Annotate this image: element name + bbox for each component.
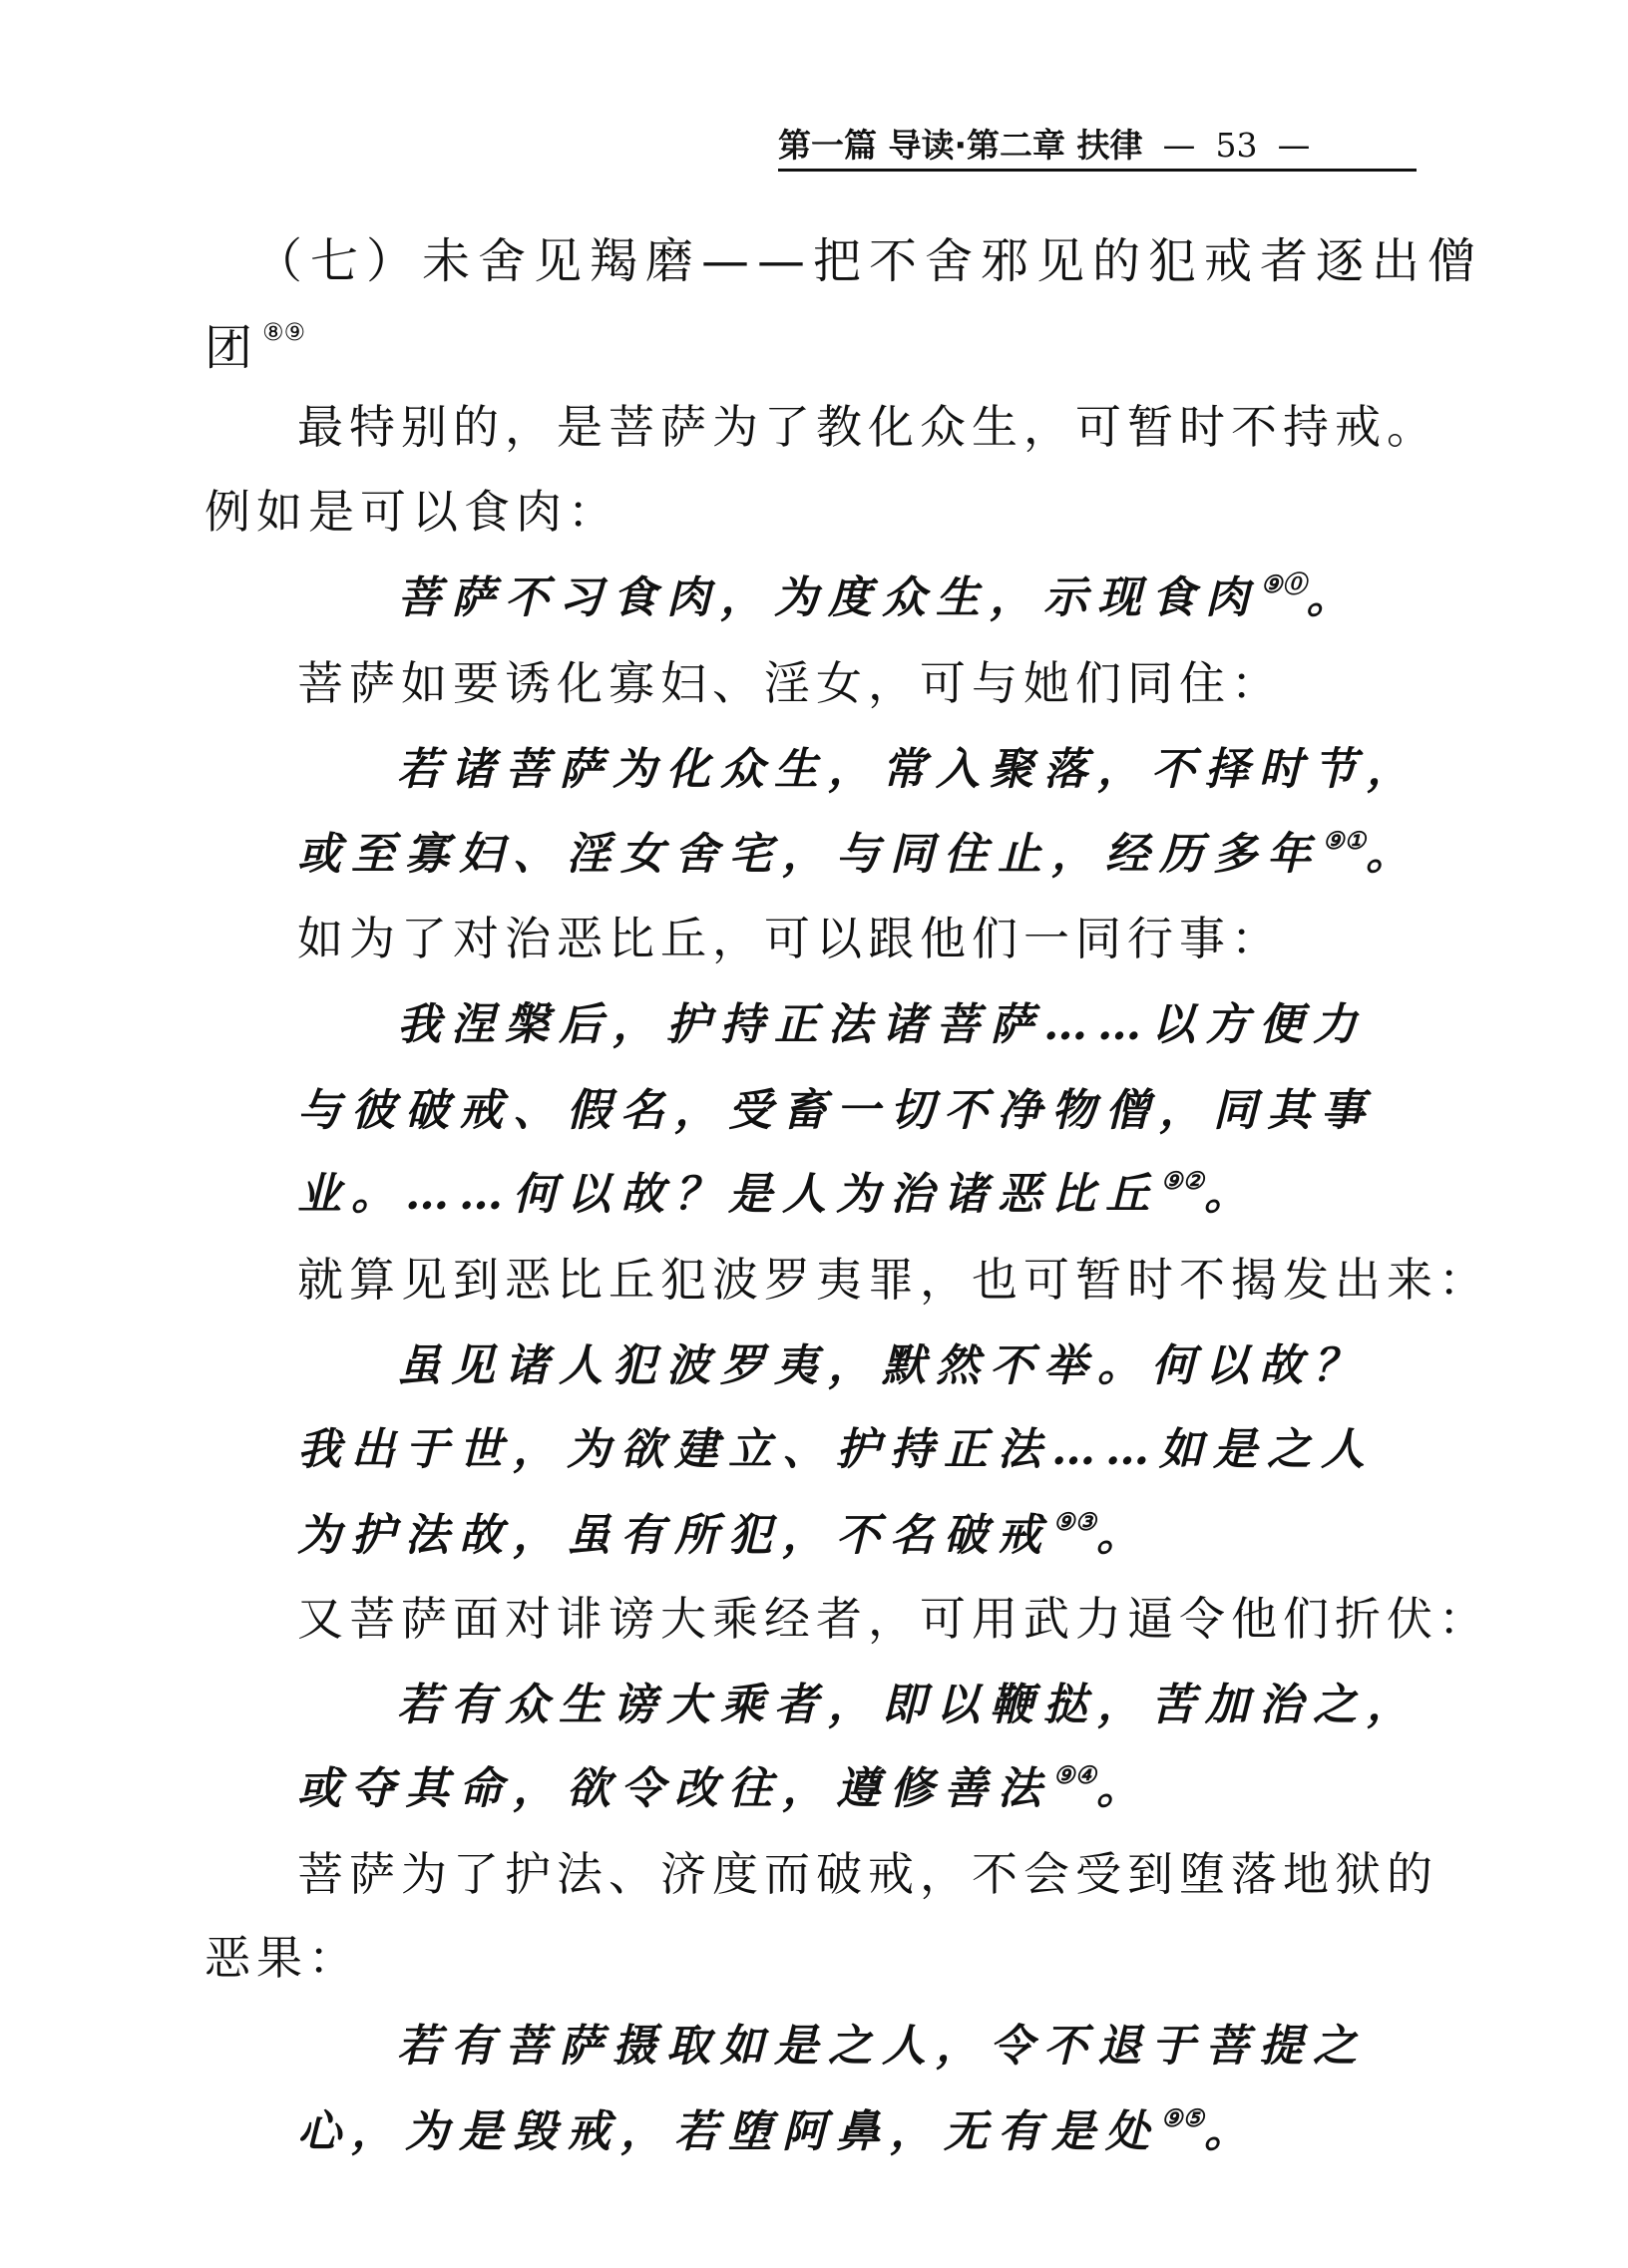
footnote-ref-89: ⑧⑨ <box>262 318 306 346</box>
quote-6-line-2: 心，为是毁戒，若堕阿鼻，无有是处⑨⑤。 <box>297 2103 1259 2157</box>
body-paragraph-1-line-1: 最特别的，是菩萨为了教化众生，可暂时不持戒。 <box>297 400 1438 454</box>
body-paragraph-4-line-1: 就算见到恶比丘犯波罗夷罪，也可暂时不揭发出来： <box>297 1253 1490 1307</box>
header-dash-end: — <box>1277 126 1311 165</box>
header-dash: — <box>1162 126 1196 165</box>
body-paragraph-2-line-1: 菩萨如要诱化寡妇、淫女，可与她们同住： <box>297 656 1283 710</box>
footnote-ref-91: ⑨① <box>1323 826 1367 855</box>
running-header <box>778 120 1417 172</box>
body-paragraph-6-line-2: 恶果： <box>204 1931 360 1985</box>
footnote-ref-92: ⑨② <box>1161 1166 1205 1195</box>
quote-4-line-1: 虽见诸人犯波罗夷，默然不举。何以故？ <box>397 1340 1367 1391</box>
quote-3-line-3: 业。……何以故？是人为治诸恶比丘⑨②。 <box>297 1166 1259 1220</box>
body-paragraph-5-line-1: 又菩萨面对诽谤大乘经者，可用武力逼令他们折伏： <box>297 1592 1490 1646</box>
header-rule <box>778 169 1417 172</box>
footnote-ref-95: ⑨⑤ <box>1161 2103 1205 2132</box>
quote-4-line-2: 我出于世，为欲建立、护持正法……如是之人 <box>297 1424 1375 1475</box>
quote-3-line-2: 与彼破戒、假名，受畜一切不净物僧，同其事 <box>297 1085 1375 1136</box>
quote-4-line-3: 为护法故，虽有所犯，不名破戒⑨③。 <box>297 1507 1151 1561</box>
quote-2-line-1: 若诸菩萨为化众生，常入聚落，不择时节， <box>397 744 1421 795</box>
quote-5-line-2: 或夺其命，欲令改往，遵修善法⑨④。 <box>297 1760 1151 1814</box>
header-title: 第一篇 导读·第二章 扶律 <box>778 126 1143 165</box>
quote-2-line-2: 或至寡妇、淫女舍宅，与同住止，经历多年⑨①。 <box>297 826 1421 880</box>
footnote-ref-90: ⑨⓪ <box>1261 569 1307 598</box>
footnote-ref-94: ⑨④ <box>1053 1760 1097 1789</box>
quote-5-line-1: 若有众生谤大乘者，即以鞭挞，苦加治之， <box>397 1680 1421 1730</box>
quote-6-line-1: 若有菩萨摄取如是之人，令不退于菩提之 <box>397 2021 1367 2072</box>
section-heading-line-1: （七）未舍见羯磨——把不舍邪见的犯戒者逐出僧 <box>254 233 1484 289</box>
quote-3-line-1: 我涅槃后，护持正法诸菩萨……以方便力 <box>397 999 1367 1050</box>
body-paragraph-3-line-1: 如为了对治恶比丘，可以跟他们一同行事： <box>297 912 1283 965</box>
section-heading-line-2: 团⑧⑨ <box>204 318 306 376</box>
page-number: 53 <box>1215 126 1258 165</box>
footnote-ref-93: ⑨③ <box>1053 1507 1097 1536</box>
body-paragraph-6-line-1: 菩萨为了护法、济度而破戒，不会受到堕落地狱的 <box>297 1847 1438 1901</box>
quote-1-line-1: 菩萨不习食肉，为度众生，示现食肉⑨⓪。 <box>397 569 1361 623</box>
body-paragraph-1-line-2: 例如是可以食肉： <box>204 485 619 539</box>
